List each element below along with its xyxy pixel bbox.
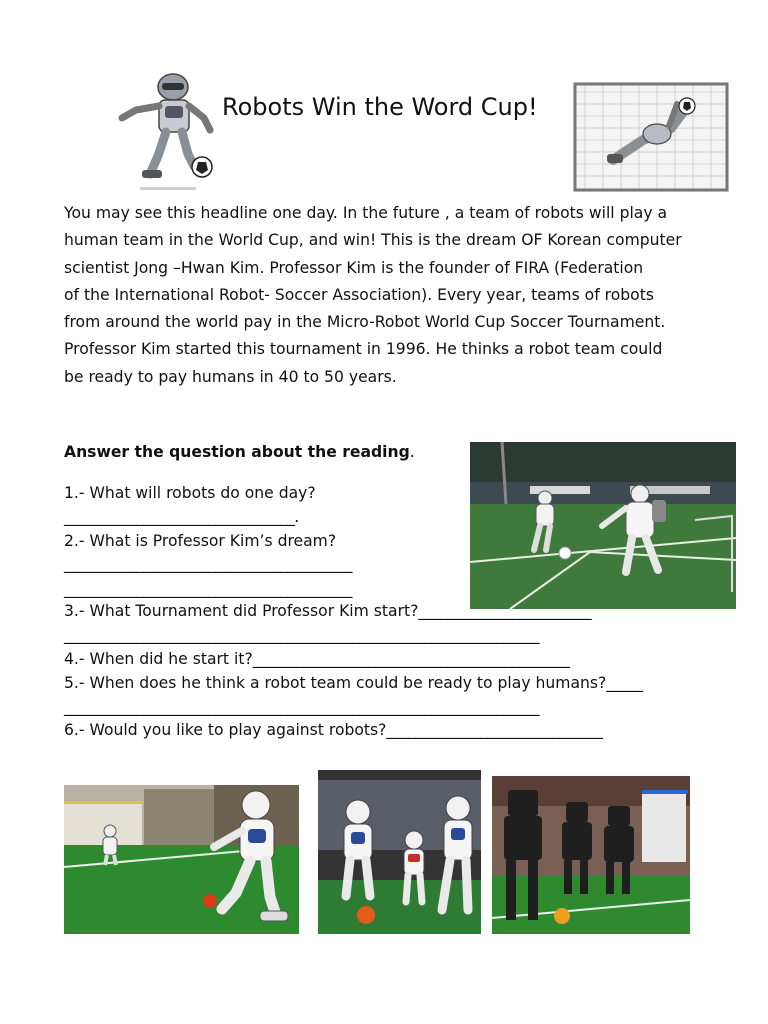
question-2: 2.- What is Professor Kim’s dream? bbox=[64, 532, 337, 550]
question-3-text: 3.- What Tournament did Professor Kim start? bbox=[64, 602, 419, 620]
answer-line-5[interactable]: __________________________________________________________________ bbox=[64, 698, 539, 716]
robot-kicking-ball-image bbox=[118, 70, 218, 194]
question-4 bbox=[64, 650, 569, 668]
question-5-blank[interactable]: _____ bbox=[606, 674, 643, 692]
nao-robots-team-photo bbox=[318, 770, 481, 934]
questions-heading-text: Answer the question about the reading bbox=[64, 443, 410, 461]
nao-robot-kicking-photo bbox=[64, 785, 299, 934]
paragraph-line: scientist Jong –Hwan Kim. Professor Kim is the founder of FIRA (Federation bbox=[64, 258, 644, 277]
question-3 bbox=[64, 602, 591, 620]
answer-line-3[interactable]: __________________________________________________________________ bbox=[64, 626, 539, 644]
paragraph-line: Professor Kim started this tournament in 1996. He thinks a robot team could bbox=[64, 340, 663, 359]
questions-heading-period: . bbox=[409, 443, 415, 461]
question-5-text: 5.- When does he think a robot team could be ready to play humans? bbox=[64, 674, 607, 692]
page-title: Robots Win the Word Cup! bbox=[222, 93, 538, 121]
paragraph-line: You may see this headline one day. In the future , a team of robots will play a bbox=[64, 204, 668, 222]
question-4-blank[interactable]: ____________________________________________ bbox=[252, 650, 570, 668]
paragraph-line: human team in the World Cup, and win! This is the dream OF Korean computer bbox=[64, 231, 682, 250]
paragraph-line: be ready to pay humans in 40 to 50 years. bbox=[64, 367, 397, 386]
question-4-text: 4.- When did he start it? bbox=[64, 650, 253, 668]
paragraph-line: from around the world pay in the Micro-Robot World Cup Soccer Tournament. bbox=[64, 313, 666, 332]
question-6-blank[interactable]: ______________________________ bbox=[386, 721, 603, 739]
paragraph-line: of the International Robot- Soccer Association). Every year, teams of robots bbox=[64, 285, 654, 304]
robot-goalkeeper-image bbox=[573, 82, 729, 192]
answer-line-1[interactable]: ________________________________. bbox=[64, 508, 299, 526]
question-6-text: 6.- Would you like to play against robots? bbox=[64, 721, 387, 739]
questions-heading bbox=[64, 443, 415, 461]
question-1: 1.- What will robots do one day? bbox=[64, 484, 316, 502]
answer-line-2b[interactable]: ________________________________________ bbox=[64, 580, 352, 598]
dark-humanoid-robots-photo bbox=[492, 776, 690, 934]
question-3-blank[interactable]: ________________________ bbox=[418, 602, 592, 620]
question-6 bbox=[64, 721, 602, 739]
robot-soccer-match-photo bbox=[470, 442, 736, 609]
reading-paragraph bbox=[64, 200, 724, 391]
answer-line-2a[interactable]: ________________________________________ bbox=[64, 555, 352, 573]
question-5 bbox=[64, 674, 642, 692]
